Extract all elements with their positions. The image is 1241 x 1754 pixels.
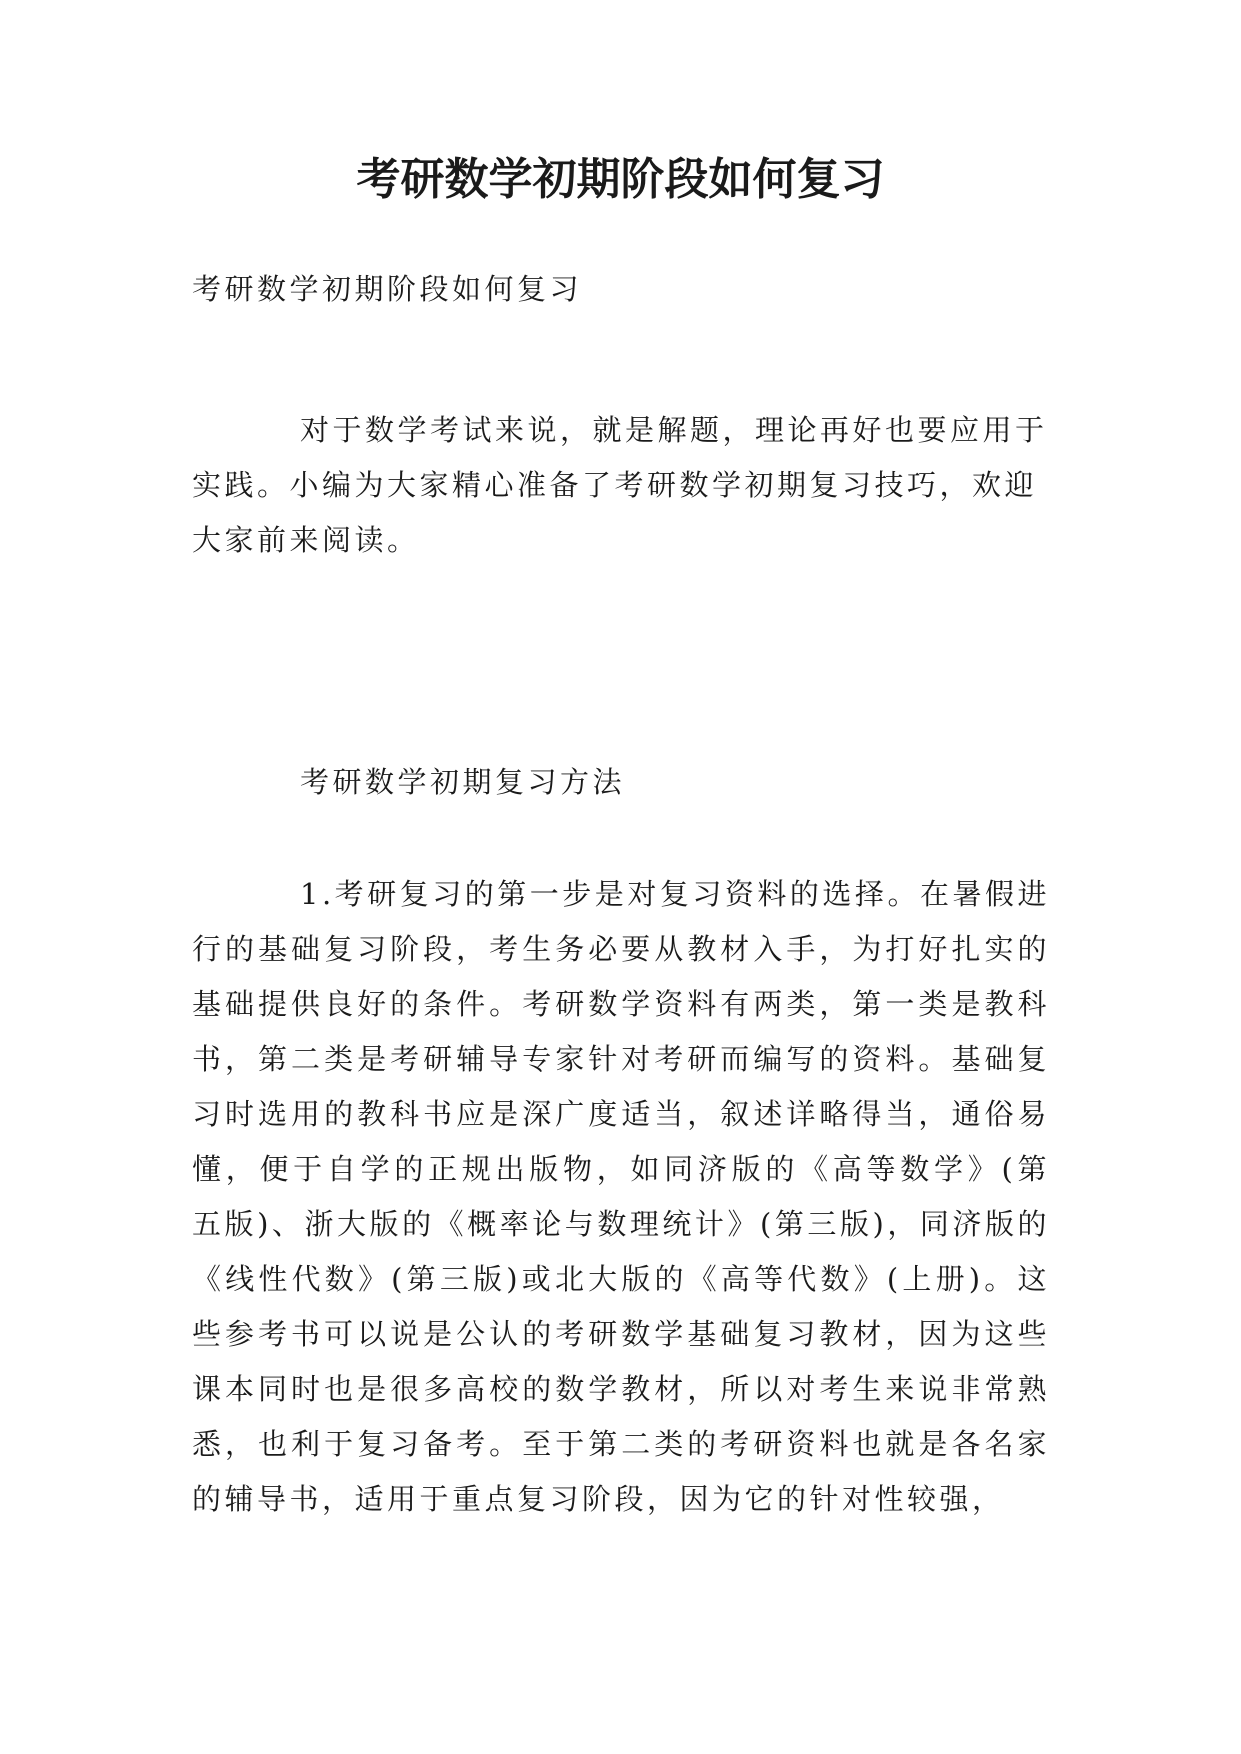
- body-paragraph: 1.考研复习的第一步是对复习资料的选择。在暑假进行的基础复习阶段，考生务必要从教材入手，为打好扎实的基础提供良好的条件。考研数学资料有两类，第一类是教科书，第二类是考研辅导专家针对考研而编写的资料。基础复习时选用的教科书应是深广度适当，叙述详略得当，通俗易懂，便于自学的正规出版物，如同济版的《高等数学》(第五版)、浙大版的《概率论与数理统计》(第三版)，同济版的《线性代数》(第三版)或北大版的《高等代数》(上册)。这些参考书可以说是公认的考研数学基础复习教材，因为这些课本同时也是很多高校的数学教材，所以对考生来说非常熟悉，也利于复习备考。至于第二类的考研资料也就是各名家的辅导书，适用于重点复习阶段，因为它的针对性较强，: [192, 877, 1050, 1516]
- intro-paragraph: 对于数学考试来说，就是解题，理论再好也要应用于实践。小编为大家精心准备了考研数学初期复习技巧，欢迎大家前来阅读。: [192, 413, 1048, 557]
- section-heading: 考研数学初期复习方法: [300, 765, 626, 799]
- document-subtitle: 考研数学初期阶段如何复习: [192, 272, 583, 306]
- document-title: 考研数学初期阶段如何复习: [356, 154, 885, 205]
